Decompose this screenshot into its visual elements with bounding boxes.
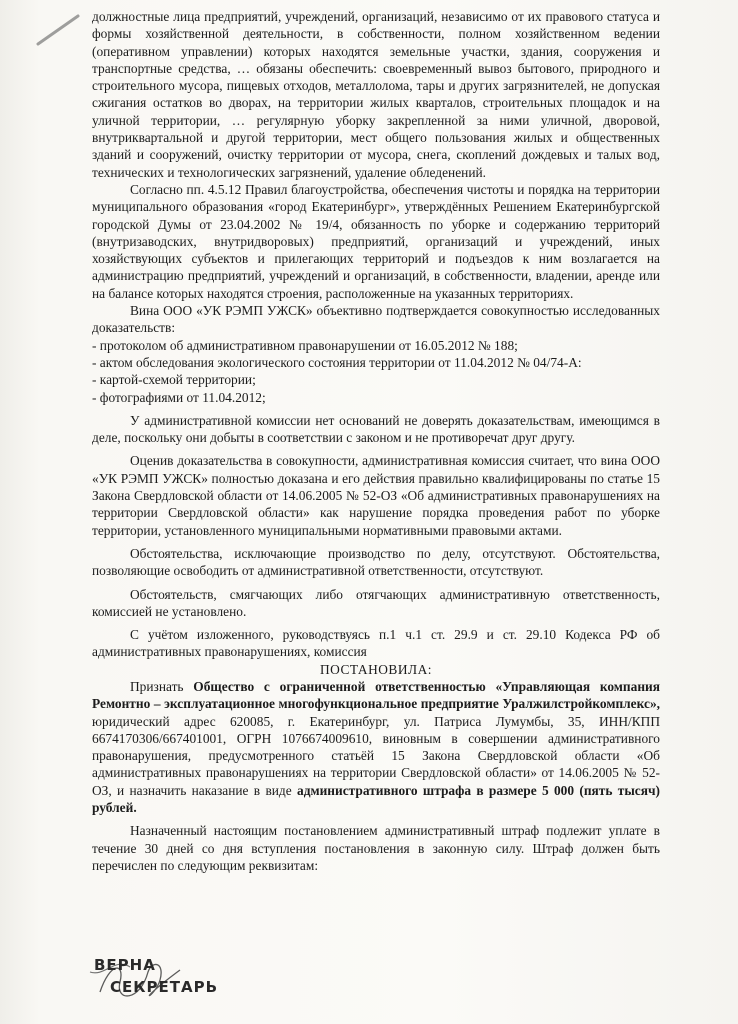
paragraph-mitigating-circumstances: Обстоятельств, смягчающих либо отягчающих административную ответственность, комиссией не установлено.	[92, 586, 660, 619]
resolution-heading: ПОСТАНОВИЛА:	[319, 661, 433, 677]
paragraph-payment: Назначенный настоящим постановлением административный штраф подлежит уплате в течение 30 дней со дня вступления постановления в законную силу. Штраф должен быть перечислен по следующим реквизитам:	[92, 823, 660, 873]
evidence-item-photos: - фотографиями от 11.04.2012;	[92, 389, 266, 405]
evidence-item-act: - актом обследования экологического состояния территории от 11.04.2012 № 04/74-А:	[92, 354, 582, 370]
paragraph-guilt: Вина ООО «УК РЭМП УЖСК» объективно подтверждается совокупностью исследованных доказательств:	[92, 303, 660, 336]
paragraph-trust: У административной комиссии нет оснований не доверять доказательствам, имеющимся в деле, поскольку они добыты в соответствии с законом и не противоречат друг другу.	[92, 412, 660, 446]
decision-organization: Общество с ограниченной ответственностью «Управляющая компания Ремонтно – эксплуатационное многофункциональное предприятие Уралжилстройкомплекс»,	[92, 678, 660, 712]
paragraph-considering: С учётом изложенного, руководствуясь п.1 ч.1 ст. 29.9 и ст. 29.10 Кодекса РФ об административных правонарушениях, комиссия	[92, 627, 660, 660]
paragraph-excluding-circumstances: Обстоятельства, исключающие производство по делу, отсутствуют. Обстоятельства, позволяющие освободить от административной ответственности, отсутствуют.	[92, 545, 660, 579]
paragraph-assessment: Оценив доказательства в совокупности, административная комиссия считает, что вина ООО «УК РЭМП УЖСК» полностью доказана и его действия правильно квалифицированы по статье 15 Закона Свердловской области от 14.06.2005 № 52-ОЗ «Об административных правонарушениях на территории Свердловской области» как нарушение порядка проведения работ по уборке территории, установленного муниципальными нормативными правовыми актами.	[92, 453, 660, 538]
certification-stamp	[70, 952, 230, 1012]
decision-penalty: административного штрафа в размере 5 000 (пять тысяч) рублей.	[92, 782, 660, 816]
paragraph-decision	[92, 678, 660, 816]
decision-lead: Признать	[130, 678, 194, 694]
paragraph-obligations: должностные лица предприятий, учреждений, организаций, независимо от их правового статуса и формы хозяйственной деятельности, в собственности, полном хозяйственном ведении (оперативном управлении) которых находятся земельные участки, здания, сооружения и транспортные средства, … обязаны обеспечить: своевременный вывоз бытового, природного и строительного мусора, пищевых отходов, металлолома, тары и других загрязнителей, не допуская сжигания остатков во дворах, на территории жилых кварталов, строительных площадок и на уличной территории, … регулярную уборку закрепленной за ними уличной, дворовой, внутриквартальной и другой территории, мест общего пользования жилых и общественных зданий и сооружений, очистку территории от мусора, снега, скоплений дождевых и талых вод, технических и технологических загрязнений, удаление обледенений.	[92, 9, 660, 180]
decision-details: юридический адрес 620085, г. Екатеринбург, ул. Патриса Лумумбы, 35, ИНН/КПП 6674170306/667401001, ОГРН 1076674009610, виновным в совершении административного правонарушения, предусмотренного статьёй 15 Закона Свердловской области «Об административных правонарушениях на территории Свердловской области» от 14.06.2005 № 52-ОЗ, и назначить наказание в виде	[92, 713, 660, 798]
corner-pen-mark	[30, 10, 90, 50]
evidence-item-map: - картой-схемой территории;	[92, 372, 256, 388]
evidence-item-protocol: - протоколом об административном правонарушении от 16.05.2012 № 188;	[92, 337, 518, 353]
stamp-line-1: ВЕРНА	[94, 956, 156, 974]
document-body	[92, 8, 660, 874]
paragraph-rules-reference: Согласно пп. 4.5.12 Правил благоустройства, обеспечения чистоты и порядка на территории муниципального образования «город Екатеринбург», утверждённых Решением Екатеринбургской городской Думы от 23.04.2002 № 19/4, обязанность по уборке и содержанию территорий (внутризаводских, внутридворовых) предприятий, организаций и учреждений, иных хозяйствующих субъектов и прилегающих территорий и подъездов к ним возлагается на администрацию предприятий, учреждений и организаций, в собственности, владении, аренде или на балансе которых находятся строения, расположенные на указанных территориях.	[92, 181, 660, 301]
stamp-line-2: СЕКРЕТАРЬ	[110, 978, 219, 996]
